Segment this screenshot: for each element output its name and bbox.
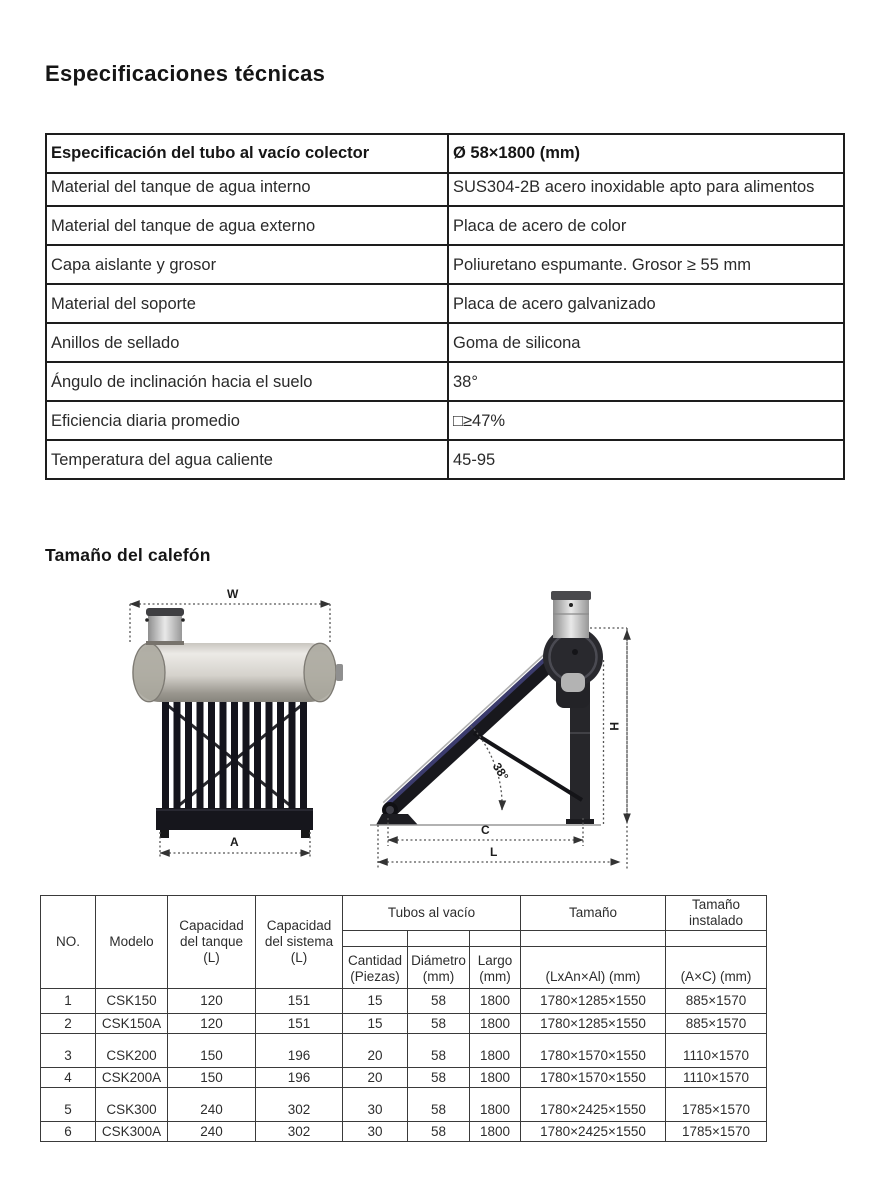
spec-label: Eficiencia diaria promedio (46, 401, 448, 440)
col-tamano-instalado: Tamaño instalado (666, 896, 767, 931)
cell-cap-sistema: 302 (256, 1122, 343, 1142)
cell-modelo: CSK150 (96, 989, 168, 1014)
spec-value: Placa de acero de color (448, 206, 844, 245)
spec-value: SUS304-2B acero inoxidable apto para alimentos (448, 173, 844, 206)
heater-front-view-diagram (118, 580, 353, 870)
cell-largo: 1800 (470, 1122, 521, 1142)
cell-cap-sistema: 151 (256, 1014, 343, 1034)
table-row (41, 989, 767, 1014)
dimension-h-label: H (607, 722, 621, 731)
cell-instalado: 885×1570 (666, 1014, 767, 1034)
empty-cell (408, 931, 470, 947)
tank-side-port (336, 664, 343, 681)
spec-value: 45-95 (448, 440, 844, 479)
col-tubos-vacio: Tubos al vacío (343, 896, 521, 931)
section-title-size: Tamaño del calefón (45, 544, 211, 565)
cell-cap-tanque: 240 (168, 1088, 256, 1122)
cell-cap-tanque: 150 (168, 1034, 256, 1068)
cell-largo: 1800 (470, 1034, 521, 1068)
table-row (41, 1088, 767, 1122)
spec-row (46, 284, 844, 323)
cell-diametro: 58 (408, 989, 470, 1014)
col-cantidad: Cantidad (Piezas) (343, 947, 408, 989)
cell-tamano: 1780×2425×1550 (521, 1088, 666, 1122)
empty-cell (470, 931, 521, 947)
cell-modelo: CSK200A (96, 1068, 168, 1088)
cell-cap-tanque: 120 (168, 1014, 256, 1034)
cell-tamano: 1780×1570×1550 (521, 1034, 666, 1068)
col-modelo: Modelo (96, 896, 168, 989)
cell-no: 6 (41, 1122, 96, 1142)
cell-largo: 1800 (470, 1014, 521, 1034)
col-cap-tanque: Capacidad del tanque (L) (168, 896, 256, 989)
spec-row (46, 206, 844, 245)
col-largo: Largo (mm) (470, 947, 521, 989)
cell-cap-tanque: 120 (168, 989, 256, 1014)
cell-cantidad: 20 (343, 1068, 408, 1088)
table-row (41, 1014, 767, 1034)
angle-label: 38° (489, 760, 512, 784)
cell-tamano: 1780×1570×1550 (521, 1068, 666, 1088)
spec-label: Ángulo de inclinación hacia el suelo (46, 362, 448, 401)
cell-tamano: 1780×1285×1550 (521, 1014, 666, 1034)
cell-largo: 1800 (470, 1088, 521, 1122)
cell-no: 2 (41, 1014, 96, 1034)
page-title: Especificaciones técnicas (45, 60, 326, 86)
cell-cap-sistema: 196 (256, 1068, 343, 1088)
cell-instalado: 1785×1570 (666, 1122, 767, 1142)
cell-diametro: 58 (408, 1068, 470, 1088)
cell-cap-sistema: 151 (256, 989, 343, 1014)
cell-diametro: 58 (408, 1088, 470, 1122)
dimension-c-label: C (481, 823, 490, 837)
spec-label: Temperatura del agua caliente (46, 440, 448, 479)
cell-largo: 1800 (470, 989, 521, 1014)
cell-no: 1 (41, 989, 96, 1014)
cell-tamano: 1780×2425×1550 (521, 1122, 666, 1142)
table-row (41, 1122, 767, 1142)
spec-value: □≥47% (448, 401, 844, 440)
spec-label: Material del soporte (46, 284, 448, 323)
table-row (41, 1068, 767, 1088)
cell-cantidad: 30 (343, 1122, 408, 1142)
spec-row (46, 401, 844, 440)
storage-tank (132, 643, 343, 702)
dimension-l-label: L (490, 845, 498, 859)
table-row (41, 1034, 767, 1068)
cell-cap-sistema: 196 (256, 1034, 343, 1068)
cell-diametro: 58 (408, 1014, 470, 1034)
cell-largo: 1800 (470, 1068, 521, 1088)
col-diametro: Diámetro (mm) (408, 947, 470, 989)
cell-cantidad: 15 (343, 989, 408, 1014)
spec-label: Material del tanque de agua externo (46, 206, 448, 245)
assistant-tank (145, 608, 185, 645)
col-no: NO. (41, 896, 96, 989)
cell-cap-tanque: 240 (168, 1122, 256, 1142)
cell-instalado: 1110×1570 (666, 1068, 767, 1088)
cell-tamano: 1780×1285×1550 (521, 989, 666, 1014)
spec-value: Placa de acero galvanizado (448, 284, 844, 323)
cell-diametro: 58 (408, 1034, 470, 1068)
cell-cantidad: 20 (343, 1034, 408, 1068)
col-cap-sistema: Capacidad del sistema (L) (256, 896, 343, 989)
col-dim-lanal: (LxAn×Al) (mm) (521, 947, 666, 989)
cell-modelo: CSK200 (96, 1034, 168, 1068)
cell-instalado: 1110×1570 (666, 1034, 767, 1068)
spec-row (46, 323, 844, 362)
cell-cantidad: 30 (343, 1088, 408, 1122)
cell-instalado: 1785×1570 (666, 1088, 767, 1122)
empty-cell (343, 931, 408, 947)
size-header-row-1 (41, 896, 767, 931)
spec-value: 38° (448, 362, 844, 401)
spec-label: Anillos de sellado (46, 323, 448, 362)
cell-no: 5 (41, 1088, 96, 1122)
spec-row (46, 245, 844, 284)
spec-value: Poliuretano espumante. Grosor ≥ 55 mm (448, 245, 844, 284)
spec-value: Goma de silicona (448, 323, 844, 362)
front-foot (376, 814, 418, 825)
cell-cantidad: 15 (343, 1014, 408, 1034)
cell-modelo: CSK300A (96, 1122, 168, 1142)
cell-no: 4 (41, 1068, 96, 1088)
empty-cell (521, 931, 666, 947)
rear-leg (570, 698, 590, 821)
dimension-a-label: A (230, 835, 239, 849)
col-dim-axc: (A×C) (mm) (666, 947, 767, 989)
dimension-l (378, 825, 620, 870)
spec-row (46, 440, 844, 479)
empty-cell (666, 931, 767, 947)
model-size-table (40, 895, 767, 1142)
cell-cap-tanque: 150 (168, 1068, 256, 1088)
spec-label: Capa aislante y grosor (46, 245, 448, 284)
heater-side-view-diagram (368, 578, 678, 878)
spec-header-row (46, 134, 844, 173)
spec-table (45, 133, 845, 480)
rear-foot (566, 819, 594, 824)
cell-modelo: CSK150A (96, 1014, 168, 1034)
spec-header-label: Especificación del tubo al vacío colector (46, 134, 448, 173)
spec-row (46, 362, 844, 401)
cell-cap-sistema: 302 (256, 1088, 343, 1122)
cell-diametro: 58 (408, 1122, 470, 1142)
assistant-tank-side (551, 591, 591, 638)
spec-row (46, 173, 844, 206)
collector-tube (382, 641, 571, 818)
col-tamano: Tamaño (521, 896, 666, 931)
spec-label: Material del tanque de agua interno (46, 173, 448, 206)
spec-header-value: Ø 58×1800 (mm) (448, 134, 844, 173)
dimension-w-label: W (227, 587, 239, 601)
bottom-manifold (156, 808, 313, 830)
cell-instalado: 885×1570 (666, 989, 767, 1014)
cell-no: 3 (41, 1034, 96, 1068)
cell-modelo: CSK300 (96, 1088, 168, 1122)
